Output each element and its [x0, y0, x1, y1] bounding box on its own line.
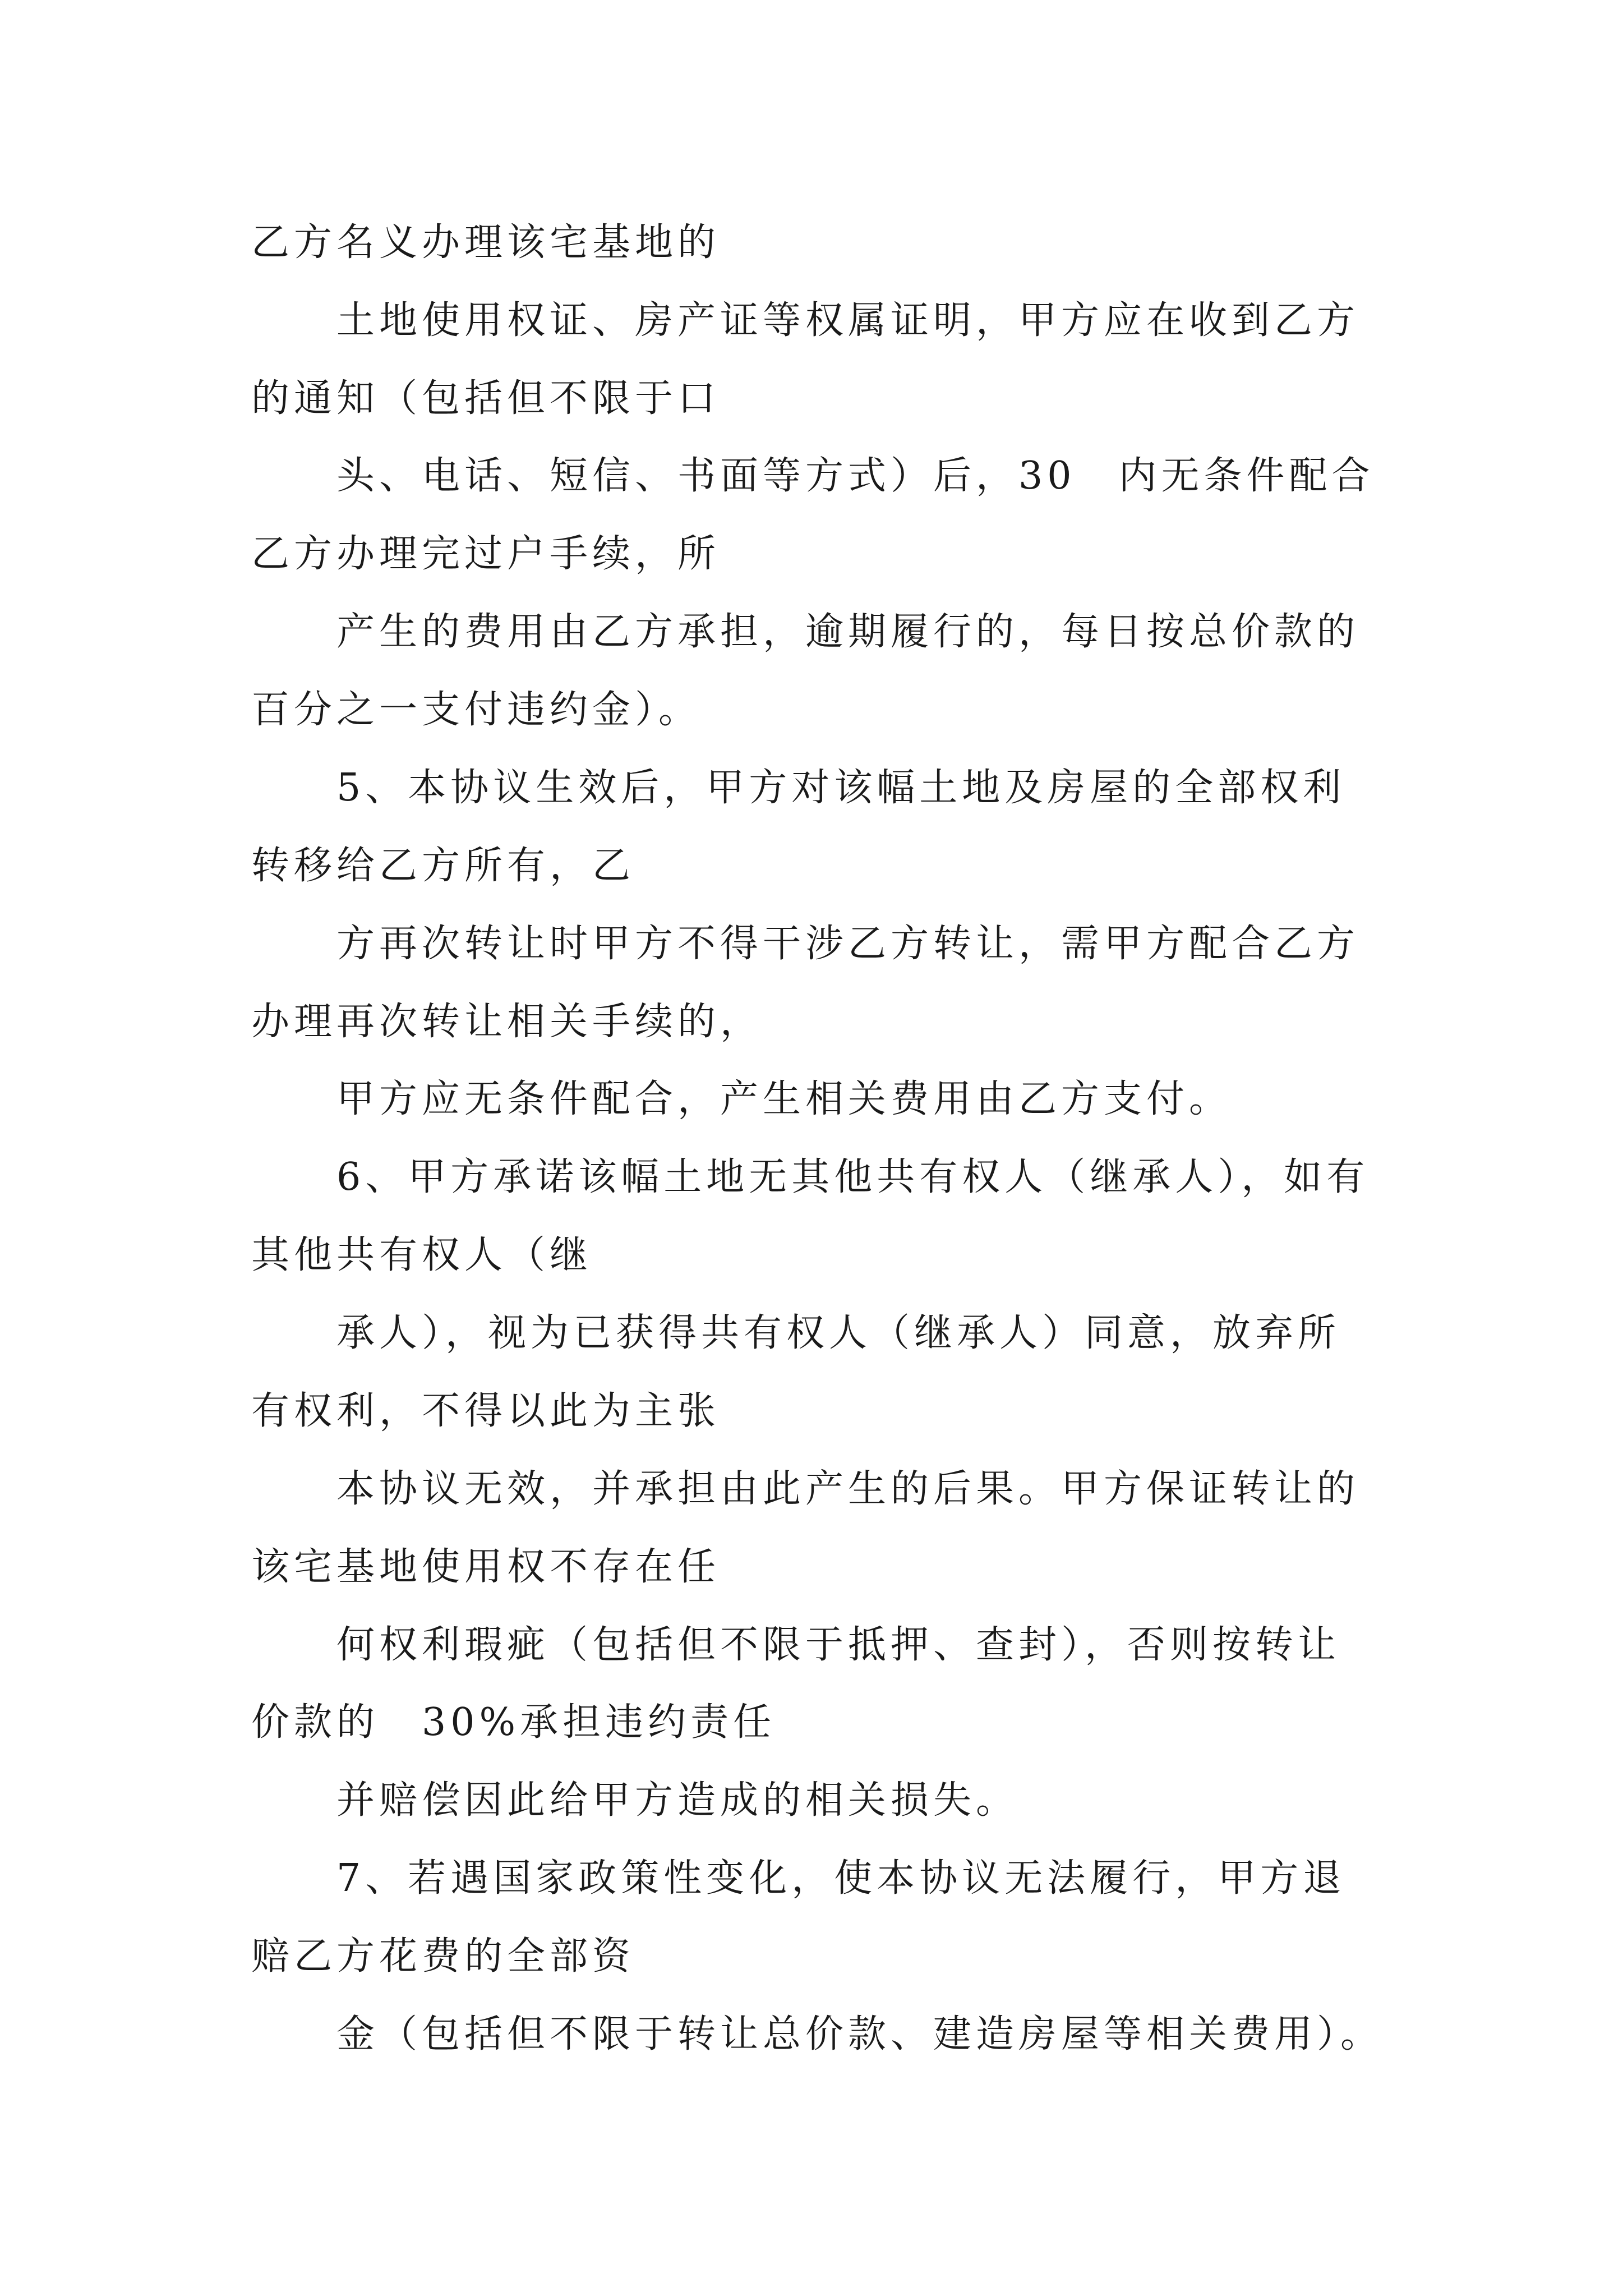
text-line: 的通知（包括但不限于口: [251, 376, 721, 421]
text-line: 乙方办理完过户手续，所: [251, 532, 721, 576]
text-line: 本协议无效，并承担由此产生的后果。甲方保证转让的: [336, 1467, 1360, 1511]
text-line: 金（包括但不限于转让总价款、建造房屋等相关费用）。: [336, 2012, 1384, 2056]
text-line: 该宅基地使用权不存在任: [251, 1545, 721, 1589]
text-line: 其他共有权人（继: [251, 1233, 593, 1277]
text-line: 头、电话、短信、书面等方式）后，30 内无条件配合: [336, 454, 1375, 498]
text-line: 转移给乙方所有，乙: [251, 844, 635, 888]
text-line: 承人），视为已获得共有权人（继承人）同意，放弃所: [336, 1311, 1341, 1355]
text-line: 何权利瑕疵（包括但不限于抵押、查封），否则按转让: [336, 1623, 1341, 1667]
text-line: 产生的费用由乙方承担，逾期履行的，每日按总价款的: [336, 610, 1360, 654]
text-line: 土地使用权证、房产证等权属证明，甲方应在收到乙方: [336, 298, 1360, 343]
text-line: 赔乙方花费的全部资: [251, 1934, 635, 1978]
text-line: 乙方名义办理该宅基地的: [251, 220, 721, 265]
text-line: 6、甲方承诺该幅土地无其他共有权人（继承人），如有: [336, 1155, 1370, 1199]
text-line: 5、本协议生效后，甲方对该幅土地及房屋的全部权利: [336, 766, 1346, 810]
text-line: 甲方应无条件配合，产生相关费用由乙方支付。: [336, 1077, 1232, 1121]
text-line: 有权利，不得以此为主张: [251, 1389, 721, 1433]
text-line: 办理再次转让相关手续的，: [251, 1000, 763, 1044]
text-line: 方再次转让时甲方不得干涉乙方转让，需甲方配合乙方: [336, 922, 1360, 966]
text-line: 并赔偿因此给甲方造成的相关损失。: [336, 1778, 1019, 1823]
text-line: 价款的 30%承担违约责任: [251, 1700, 776, 1745]
text-line: 百分之一支付违约金）。: [251, 688, 702, 732]
text-line: 7、若遇国家政策性变化，使本协议无法履行，甲方退: [336, 1856, 1346, 1901]
